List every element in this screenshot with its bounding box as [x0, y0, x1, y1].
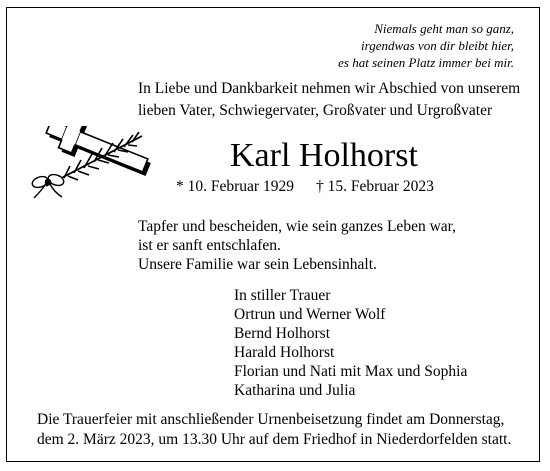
mourner-name: Florian und Nati mit Max und Sophia: [234, 363, 468, 380]
intro-text: [138, 78, 520, 122]
mourner-name: Ortrun und Werner Wolf: [234, 306, 386, 323]
funeral-notice: [37, 410, 511, 450]
epigraph-quote: [260, 20, 514, 71]
mourner-name: Harald Holhorst: [234, 344, 335, 361]
cross-with-palm-branch-icon: [24, 126, 174, 206]
mourner-name: Bernd Holhorst: [234, 325, 331, 342]
ribbon-bow: [31, 173, 65, 198]
tribute-line: ist er sanft entschlafen.: [138, 237, 281, 254]
mourner-name: Katharina und Julia: [234, 382, 356, 399]
mourners-heading: In stiller Trauer: [234, 287, 331, 304]
quote-line: Niemals geht man so ganz,: [374, 21, 514, 36]
tribute-line: Unsere Familie war sein Lebensinhalt.: [138, 256, 377, 273]
mourners-list: [234, 286, 467, 400]
quote-line: irgendwas von dir bleibt hier,: [361, 38, 514, 53]
death-date: † 15. Februar 2023: [315, 178, 434, 195]
tribute-text: [138, 217, 456, 274]
funeral-notice-line: dem 2. März 2023, um 13.30 Uhr auf dem Friedhof in Niederdorfelden statt.: [37, 431, 512, 448]
deceased-name: Karl Holhorst: [230, 137, 418, 174]
birth-date: * 10. Februar 1929: [176, 178, 294, 195]
quote-line: es hat seinen Platz immer bei mir.: [338, 55, 514, 70]
life-dates: [176, 176, 434, 198]
funeral-notice-line: Die Trauerfeier mit anschließender Urnenbeisetzung findet am Donnerstag,: [37, 411, 505, 428]
tribute-line: Tapfer und bescheiden, wie sein ganzes Leben war,: [138, 218, 457, 235]
intro-line: In Liebe und Dankbarkeit nehmen wir Abschied von unserem: [138, 80, 521, 97]
intro-line: lieben Vater, Schwiegervater, Großvater und Urgroßvater: [138, 102, 493, 119]
